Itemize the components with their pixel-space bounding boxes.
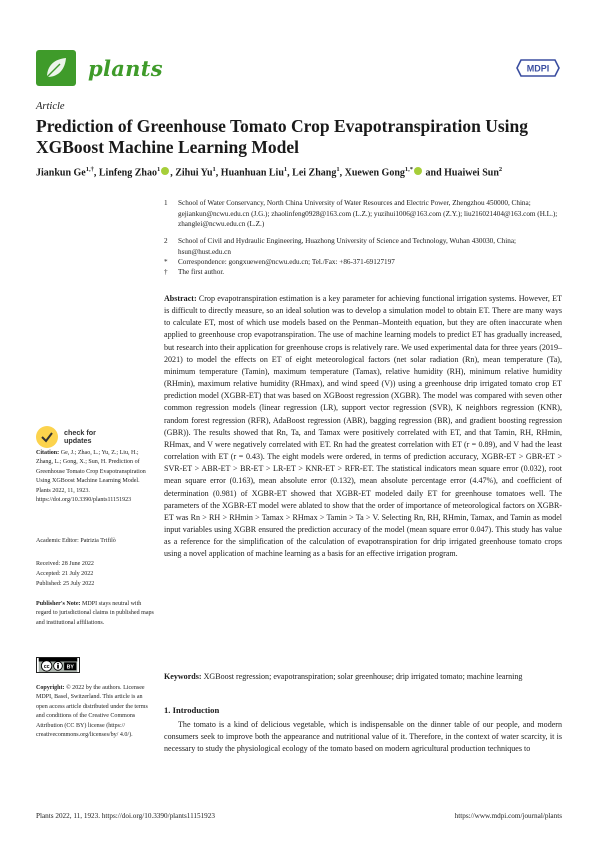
copyright-text: © 2022 by the authors. Licensee MDPI, Basel, Switzerland. This article is an open access article distributed under the terms and conditions of the Creative Commons Attribution (CC BY) license (https:// creativecommons.org/licenses/by/ 4.0/). (36, 685, 148, 739)
author-name[interactable]: Zihui Yu (175, 167, 213, 179)
citation-text[interactable]: Ge, J.; Zhao, L.; Yu, Z.; Liu, H.; Zhang, L.; Gong, X.; Sun, H. Prediction of Greenhouse Tomato Crop Evapotranspiration Using XGBoost Machine Learning Model. Plants 2022, 11, 1923. https://doi.org/10.3390/plants11151923 (36, 450, 146, 504)
author-list: Jiankun $Ge^{1,\dagger}$, Linfeng Zhao$^1$ , Zihui Yu$^1$, Huanhuan Liu$^1$, Lei Zhang$^1$, Xuewen Gong$^{1,*}$ and Huaiwei Sun$^2$ (36, 166, 503, 179)
introduction-text: The tomato is a kind of delicious vegetable, which is indispensable on the dinner table of our people, and modern consumers seek to improve both the appearance and nutritional value of it. Therefore, in the context of water scarcity, it is necessary to study the physiological ecology of the tomato based on modern agricultural production techniques to (164, 720, 562, 754)
affiliation-mark: 1 (164, 199, 168, 207)
orcid-icon[interactable] (161, 167, 169, 175)
publisher-note-label: Publisher's Note: (36, 601, 81, 607)
author-name[interactable]: Xuewen Gong (344, 167, 405, 179)
leaf-icon (43, 55, 69, 81)
article-type: Article (36, 101, 65, 112)
citation-label: Citation: (36, 450, 60, 456)
footer-journal-url[interactable]: https://www.mdpi.com/journal/plants (454, 812, 562, 820)
correspondence-mark: * (164, 258, 168, 266)
publisher-name: MDPI (526, 63, 550, 74)
citation-block (36, 449, 154, 505)
check-updates-line1: check for (64, 428, 96, 437)
article-title: Prediction of Greenhouse Tomato Crop Evapotranspiration Using XGBoost Machine Learning Model (36, 116, 528, 157)
orcid-icon[interactable] (414, 167, 422, 175)
keywords-label: Keywords: (164, 672, 202, 681)
footer-citation[interactable]: Plants 2022, 11, 1923. https://doi.org/10.3390/plants11151923 (36, 812, 215, 820)
section-heading: 1. Introduction (164, 705, 220, 715)
publisher-note (36, 600, 154, 628)
academic-editor: Academic Editor: Patrizia Trifilò (36, 538, 116, 544)
affiliation-text: School of Water Conservancy, North China University of Water Resources and Electric Power, Zhengzhou 450000, China; gejiankun@ncwu.edu.cn (J.G.); zhaolinfeng0928@163.com (L.Z.); yuzihui1006@163.com (Z.Y.); liu216021404@163.com (H.L.); zhanglei@ncwu.edu.cn (L.Z.) (178, 199, 558, 229)
received-date: Received: 28 June 2022 (36, 561, 94, 567)
affiliation-text: School of Civil and Hydraulic Engineering, Huazhong University of Science and Technology, Wuhan 430030, China; hsun@hust.edu.cn (178, 237, 517, 256)
published-date: Published: 25 July 2022 (36, 581, 95, 587)
first-author-mark: † (164, 268, 168, 276)
author-name[interactable]: Huanhuan Liu (220, 167, 284, 179)
cc-by-license-icon[interactable] (36, 657, 80, 673)
svg-text:cc: cc (43, 663, 50, 670)
abstract-text: Crop evapotranspiration estimation is a key parameter for achieving functional irrigation systems. However, ET is difficult to directly measure, so an ideal solution was to develop a simulation model to obtain ET. There are many ways to calculate ET, most of which use models based on the Penman–Monteith equation, but they are often inaccurate when applied to greenhouse crop evapotranspiration. The use of machine learning models to predict ET has gradually increased, but research into their application for greenhouse crops is relatively rare. We used experimental data for three years (2019–2021) to model the effects on ET of eight meteorological factors (net solar radiation (Rn), mean temperature (Ta), minimum temperature (Tamin), maximum temperature (Tamax), relative humidity (RH), minimum relative humidity (RHmin), maximum relative humidity (RHmax), and wind speed (V)) using a greenhouse drip irrigated tomato crop ET prediction model (XGBR-ET) that was based on XGBoost regression (XGBR). The model was compared with seven other common regression models (linear regression (LR), support vector regression (SVR), K neighbors regression (KNR), random forest regression (RFR), AdaBoost regression (ABR), bagging regression (BR), and gradient boosting regression (GBR)). The results showed that Rn, Ta, and Tamax were positively correlated with ET, and that Tamin, RH, RHmin, RHmax, and V were negatively correlated with ET. Rn had the greatest correlation with ET (r = 0.89), and V had the least correlation with ET (r = 0.43). The eight models were ordered, in terms of prediction accuracy, XGBR-ET > GBR-ET > SVR-ET > ABR-ET > BR-ET > LR-ET > KNR-ET > RFR-ET. The statistical indicators mean square error (0.032), root mean square error (0.163), mean absolute error (0.132), mean absolute percentage error (4.47%), and coefficient of determination (0.981) of XGBR-ET showed that XGBR-ET modeled daily ET for greenhouse tomatoes well. The parameters of the XGBR-ET model were ablated to show that the order of importance of meteorological factors on XGBR-ET was Rn > RH > RHmin > Tamax > RHmax > Tamin > Ta > V. Selecting Rn, RH, RHmin, Tamax, and Tamin as model input variables using XGBR ensured the prediction accuracy of the model (mean square error 0.047). This study has value as a reference for the simplification of the calculation of evapotranspiration for drip irrigated greenhouse tomato crops using a novel application of machine learning as a basis for an effective irrigation program. (164, 294, 562, 559)
author-name[interactable]: Lei Zhang (292, 167, 337, 179)
check-updates-line2: updates (64, 436, 92, 445)
journal-name: plants (88, 56, 163, 81)
svg-text:BY: BY (66, 664, 74, 671)
affiliation-mark: 2 (164, 237, 168, 245)
keywords (164, 671, 562, 683)
abstract (164, 293, 562, 560)
accepted-date: Accepted: 21 July 2022 (36, 571, 94, 577)
first-author-note: The first author. (178, 268, 225, 276)
correspondence-text: Correspondence: gongxuewen@ncwu.edu.cn; Tel./Fax: +86-371-69127197 (178, 258, 395, 266)
check-for-updates-button[interactable] (36, 426, 106, 448)
copyright-label: Copyright: (36, 685, 65, 691)
copyright-block (36, 684, 154, 740)
author-name[interactable]: Jiankun Ge (36, 167, 86, 179)
publisher-note-text: MDPI stays neutral with regard to jurisdictional claims in published maps and institutional affiliations. (36, 601, 154, 626)
abstract-label: Abstract: (164, 294, 197, 303)
mdpi-logo (515, 56, 561, 80)
author-name[interactable]: Huaiwei Sun (444, 167, 499, 179)
author-name[interactable]: Linfeng Zhao (98, 167, 157, 179)
check-updates-icon (36, 426, 58, 448)
keywords-text: XGBoost regression; evapotranspiration; solar greenhouse; drip irrigated tomato; machine learning (203, 672, 523, 681)
